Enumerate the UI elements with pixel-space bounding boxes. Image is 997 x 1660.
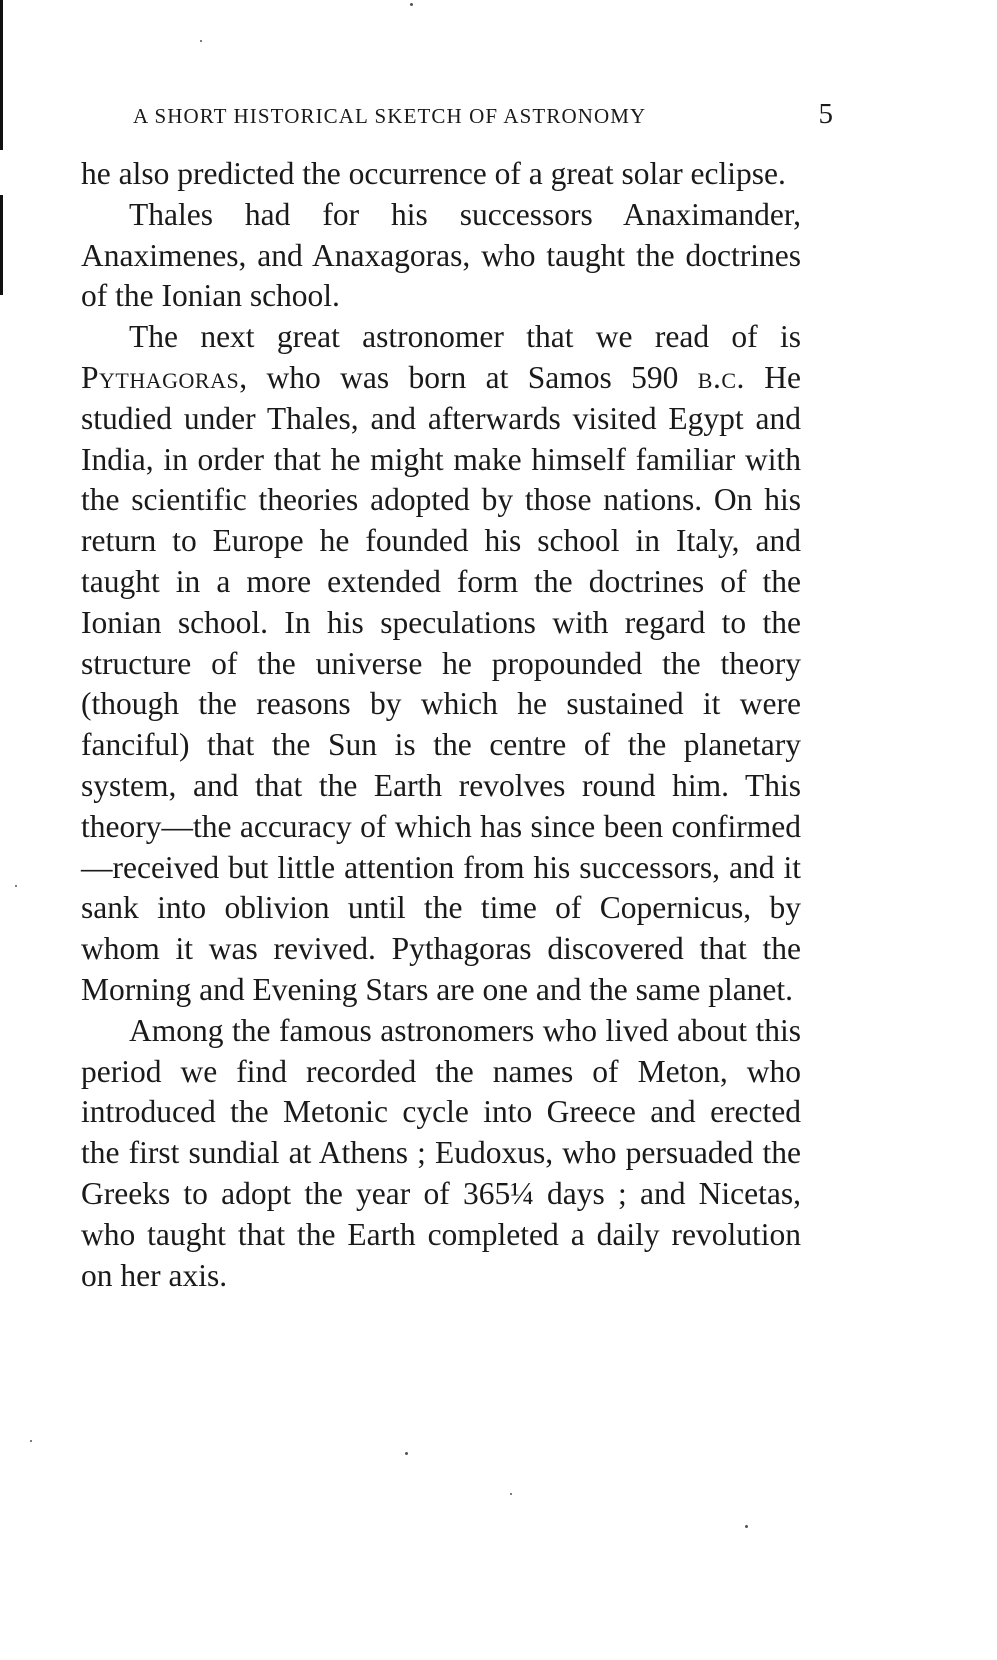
print-speck [200, 40, 202, 42]
print-speck [30, 1440, 32, 1442]
page-header [133, 98, 833, 132]
body-text [81, 154, 801, 1296]
page-number: 5 [818, 98, 833, 130]
year-value: 365¼ [462, 1175, 534, 1211]
paragraph-3-mid: , who was born at Samos 590 [239, 359, 698, 395]
print-speck [15, 885, 17, 887]
print-speck [745, 1525, 748, 1528]
paragraph-3 [81, 317, 801, 1011]
scan-edge-mark-top [0, 0, 3, 150]
paragraph-4 [81, 1011, 801, 1297]
era-bc: b.c. [697, 359, 745, 395]
running-title: A SHORT HISTORICAL SKETCH OF ASTRONOMY [133, 104, 647, 128]
paragraph-4-text: Among the famous astronomers who lived about this period we find recorded the names of Meton, who introduced the Metonic cycle into Greece and erected the first sundial at Athens ; Eudoxus, who persuaded the Greeks to adopt the year of [81, 1012, 801, 1211]
print-speck [410, 3, 413, 6]
paragraph-3-lead: The next great astronomer that we read of is [129, 319, 801, 355]
paragraph-2: Thales had for his successors Anaximander, Anaximenes, and Anaxagoras, who taught the doctrines of the Ionian school. [81, 196, 801, 314]
scan-edge-mark-middle [0, 195, 3, 295]
paragraph-4-tail: days ; and Nicetas, who taught that the Earth completed a daily revolution on her axis. [81, 1175, 801, 1293]
print-speck [405, 1452, 408, 1455]
print-speck [510, 1493, 512, 1495]
paragraph-3-rest: He studied under Thales, and afterwards visited Egypt and India, in order that he might make himself familiar with the scientific theories adopted by those nations. On his return to Europe he founded his school in Italy, and taught in a more extended form the doctrines of the Ionian school. In his speculations with regard to the structure of the universe he propounded the theory (though the reasons by which he sustained it were fanciful) that the Sun is the centre of the planetary system, and that the Earth revolves round him. This theory—the accuracy of which has since been confirmed—received but little attention from his successors, and it sank into oblivion until the time of Copernicus, by whom it was revived. Pythagoras discovered that the Morning and Evening Stars are one and the same planet. [81, 359, 801, 1007]
paragraph-1: he also predicted the occurrence of a great solar eclipse. [81, 156, 786, 191]
name-pythagoras: Pythagoras [81, 359, 240, 395]
